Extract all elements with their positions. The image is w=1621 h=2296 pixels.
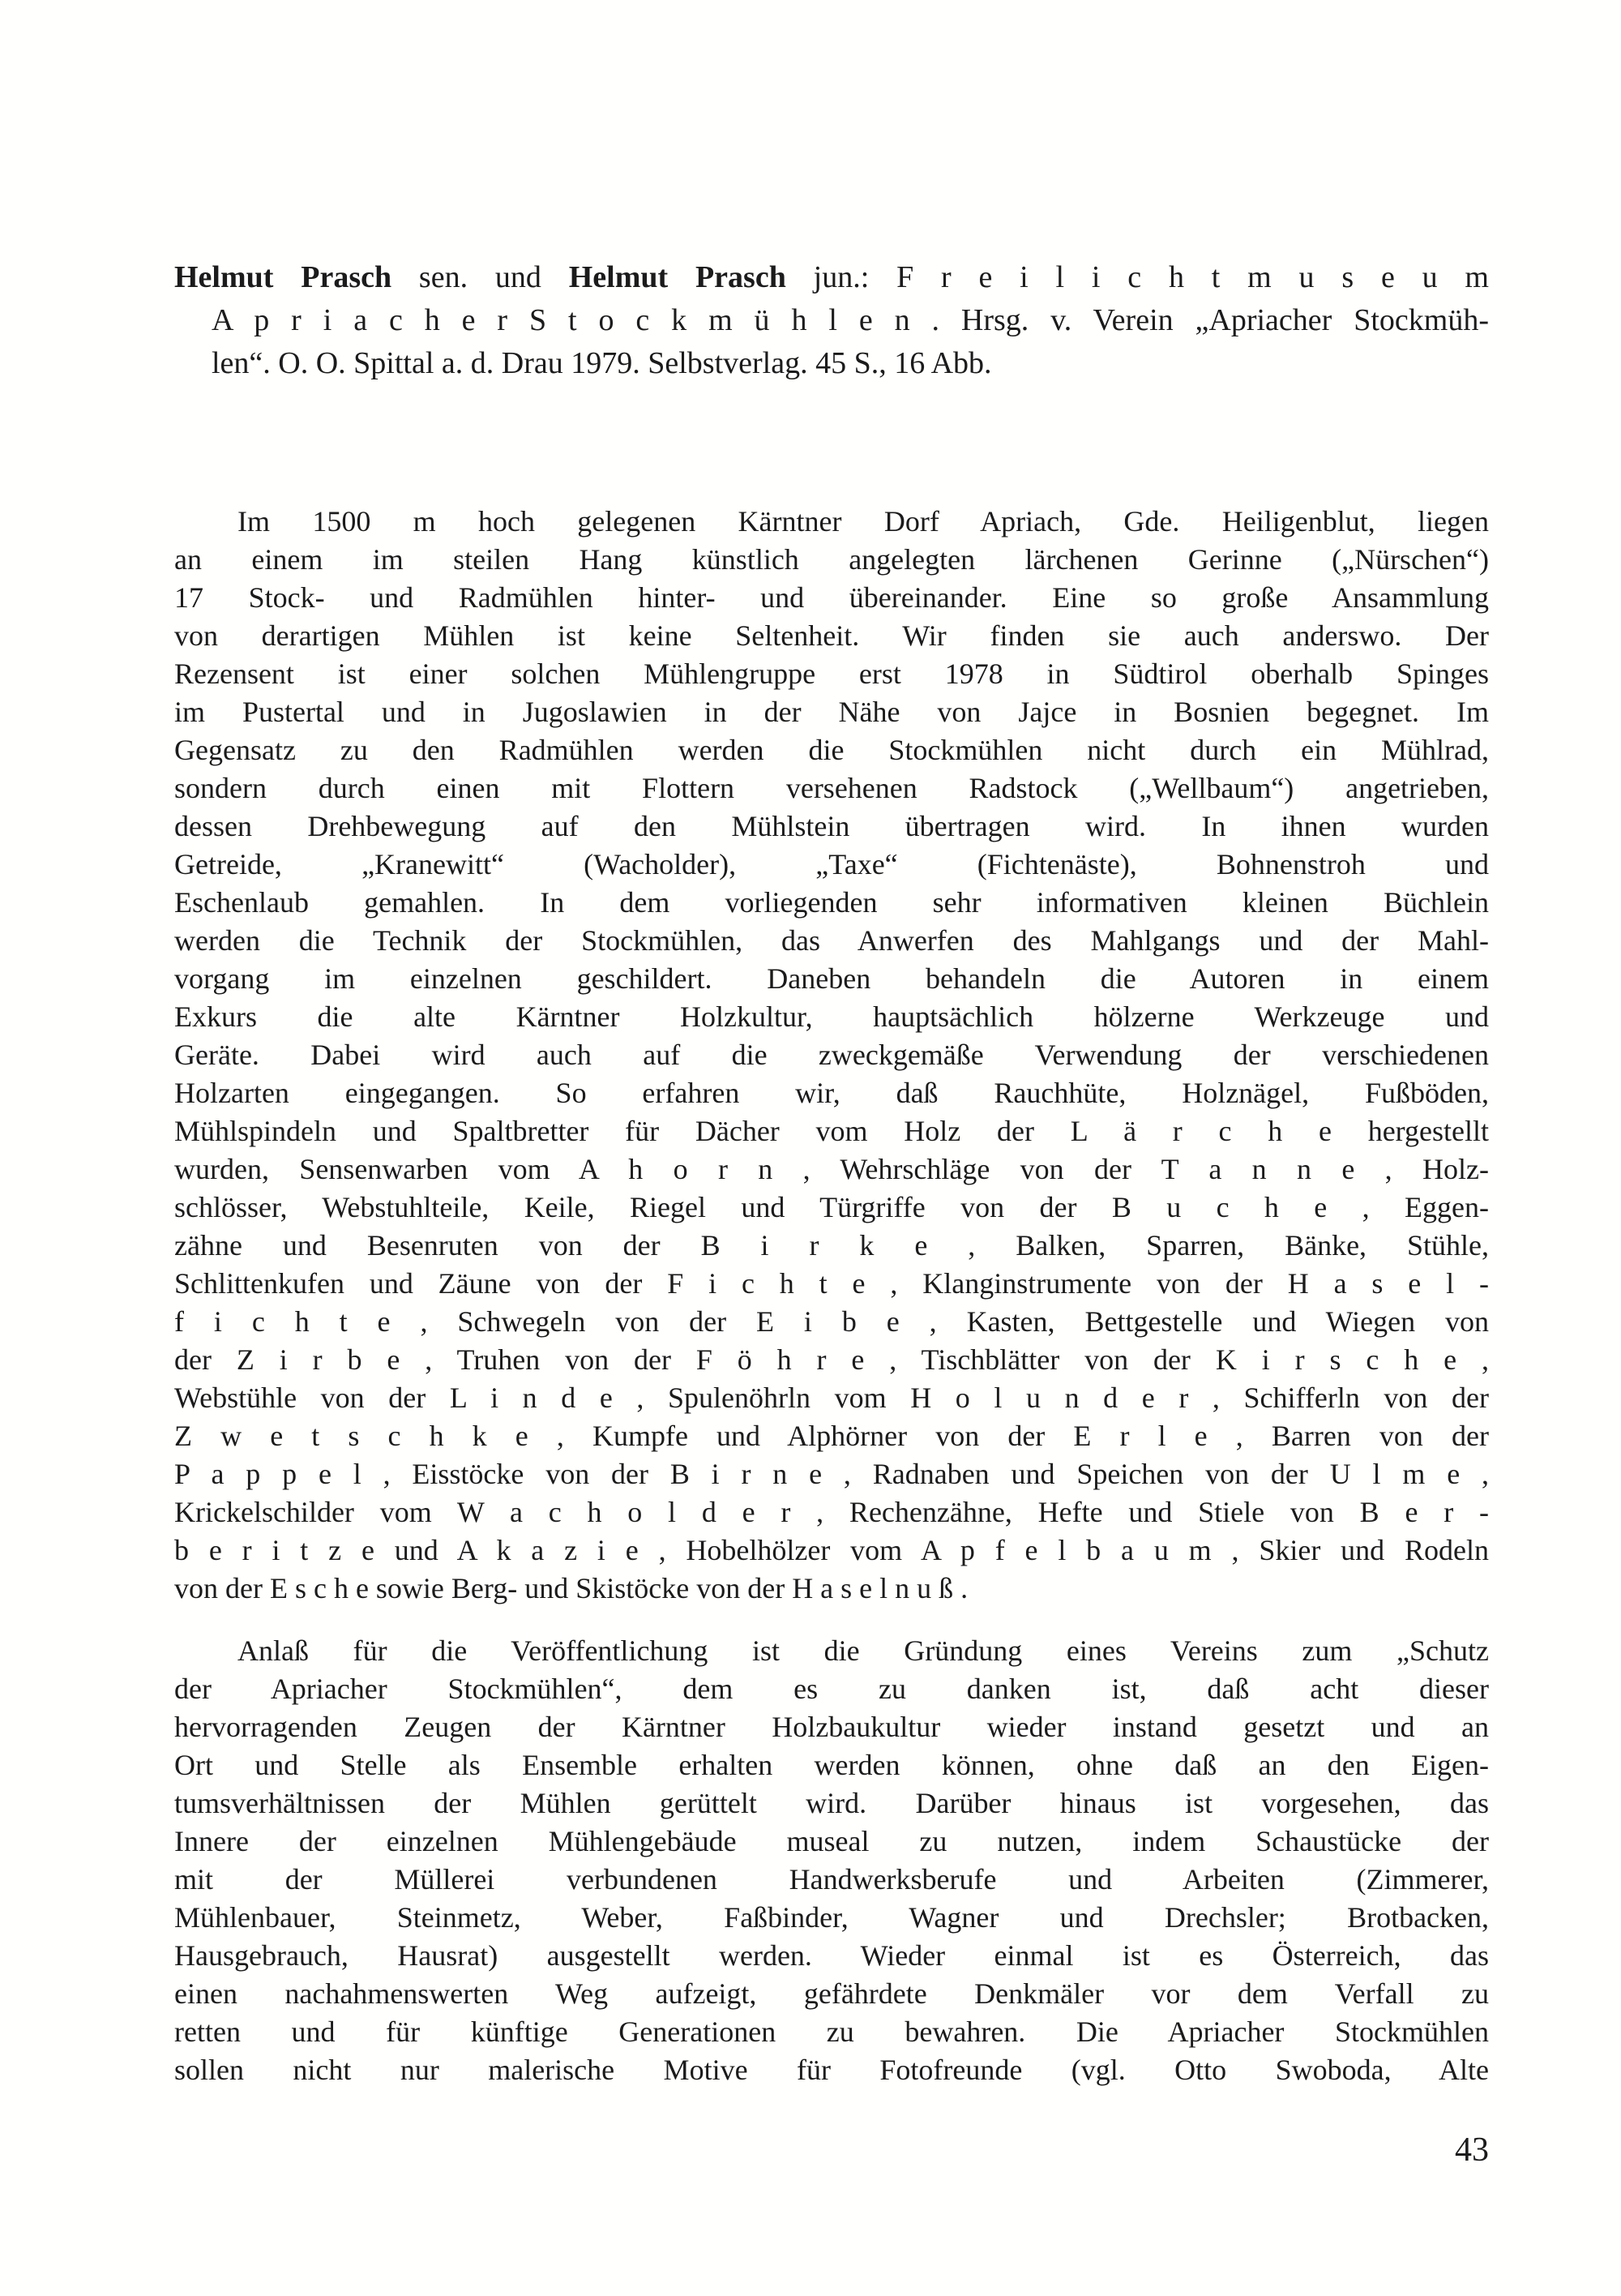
text-line: im Pustertal und in Jugoslawien in der Nähe von Jajce in Bosnien begegnet. Im <box>174 696 1489 728</box>
text-line: der Apriacher Stockmühlen“, dem es zu danken ist, daß acht dieser <box>174 1673 1489 1705</box>
author-name: Helmut Prasch <box>174 260 392 294</box>
text-line: Hausgebrauch, Hausrat) ausgestellt werden. Wieder einmal ist es Österreich, das <box>174 1939 1489 1972</box>
text-line: 17 Stock- und Radmühlen hinter- und übereinander. Eine so große Ansammlung <box>174 581 1489 614</box>
text-line: P a p p e l , Eisstöcke von der B i r n e , Radnaben und Speichen von der U l m e , <box>174 1458 1489 1490</box>
text-line: zähne und Besenruten von der B i r k e , Balken, Sparren, Bänke, Stühle, <box>174 1229 1489 1262</box>
text-line: Exkurs die alte Kärntner Holzkultur, hauptsächlich hölzerne Werkzeuge und <box>174 1000 1489 1033</box>
text-line: Webstühle von der L i n d e , Spulenöhrln vom H o l u n d e r , Schifferln von der <box>174 1381 1489 1414</box>
text-line: von derartigen Mühlen ist keine Seltenheit. Wir finden sie auch anderswo. Der <box>174 619 1489 652</box>
paragraph <box>174 503 1489 1608</box>
citation-text: A p r i a c h e r S t o c k m ü h l e n . Hrsg. v. Verein „Apriacher Stockmüh- <box>212 303 1489 337</box>
page-number: 43 <box>1455 2131 1489 2169</box>
text-line: sollen nicht nur malerische Motive für Fotofreunde (vgl. Otto Swoboda, Alte <box>174 2054 1489 2086</box>
author-name: Helmut Prasch <box>568 260 786 294</box>
citation-line <box>174 256 1489 299</box>
review-body <box>174 503 1489 2089</box>
text-line: Geräte. Dabei wird auch auf die zweckgemäße Verwendung der verschiedenen <box>174 1039 1489 1071</box>
citation-line <box>174 299 1489 342</box>
text-line: Im 1500 m hoch gelegenen Kärntner Dorf Apriach, Gde. Heiligenblut, liegen <box>237 505 1489 538</box>
text-line: von der E s c h e sowie Berg- und Skistöcke von der H a s e l n u ß . <box>174 1572 969 1604</box>
text-line: dessen Drehbewegung auf den Mühlstein übertragen wird. In ihnen wurden <box>174 810 1489 842</box>
citation-text: len“. O. O. Spittal a. d. Drau 1979. Selbstverlag. 45 S., 16 Abb. <box>212 346 992 380</box>
text-line: Getreide, „Kranewitt“ (Wacholder), „Taxe“ (Fichtenäste), Bohnenstroh und <box>174 848 1489 880</box>
text-line: der Z i r b e , Truhen von der F ö h r e , Tischblätter von der K i r s c h e , <box>174 1343 1489 1376</box>
text-line: vorgang im einzelnen geschildert. Daneben behandeln die Autoren in einem <box>174 962 1489 995</box>
text-line: Mühlspindeln und Spaltbretter für Dächer vom Holz der L ä r c h e hergestellt <box>174 1115 1489 1147</box>
text-line: schlösser, Webstuhlteile, Keile, Riegel und Türgriffe von der B u c h e , Eggen- <box>174 1191 1489 1223</box>
text-line: Z w e t s c h k e , Kumpfe und Alphörner von der E r l e , Barren von der <box>174 1420 1489 1452</box>
text-line: werden die Technik der Stockmühlen, das Anwerfen des Mahlgangs und der Mahl- <box>174 924 1489 957</box>
citation-block <box>174 256 1489 385</box>
text-line: Holzarten eingegangen. So erfahren wir, daß Rauchhüte, Holznägel, Fußböden, <box>174 1077 1489 1109</box>
text-line: hervorragenden Zeugen der Kärntner Holzbaukultur wieder instand gesetzt und an <box>174 1711 1489 1743</box>
citation-text: jun.: <box>785 260 897 294</box>
text-line: Krickelschilder vom W a c h o l d e r , Rechenzähne, Hefte und Stiele von B e r - <box>174 1496 1489 1528</box>
text-line: tumsverhältnissen der Mühlen gerüttelt wird. Darüber hinaus ist vorgesehen, das <box>174 1787 1489 1819</box>
text-line: Anlaß für die Veröffentlichung ist die Gründung eines Vereins zum „Schutz <box>237 1634 1489 1667</box>
text-line: Gegensatz zu den Radmühlen werden die Stockmühlen nicht durch ein Mühlrad, <box>174 734 1489 766</box>
text-line: b e r i t z e und A k a z i e , Hobelhölzer vom A p f e l b a u m , Skier und Rodeln <box>174 1534 1489 1566</box>
text-line: Innere der einzelnen Mühlengebäude museal zu nutzen, indem Schaustücke der <box>174 1825 1489 1857</box>
citation-text: F r e i l i c h t m u s e u m <box>896 260 1489 294</box>
citation-text: sen. und <box>391 260 569 294</box>
text-line: f i c h t e , Schwegeln von der E i b e , Kasten, Bettgestelle und Wiegen von <box>174 1305 1489 1338</box>
text-line: Eschenlaub gemahlen. In dem vorliegenden sehr informativen kleinen Büchlein <box>174 886 1489 919</box>
text-line: retten und für künftige Generationen zu bewahren. Die Apriacher Stockmühlen <box>174 2015 1489 2048</box>
paragraph <box>174 1632 1489 2089</box>
citation-line <box>174 342 1489 385</box>
text-line: an einem im steilen Hang künstlich angelegten lärchenen Gerinne („Nürschen“) <box>174 543 1489 576</box>
text-line: einen nachahmenswerten Weg aufzeigt, gefährdete Denkmäler vor dem Verfall zu <box>174 1977 1489 2010</box>
text-line: Rezensent ist einer solchen Mühlengruppe erst 1978 in Südtirol oberhalb Spinges <box>174 658 1489 690</box>
text-line: Schlittenkufen und Zäune von der F i c h t e , Klanginstrumente von der H a s e l - <box>174 1267 1489 1300</box>
text-line: sondern durch einen mit Flottern versehenen Radstock („Wellbaum“) angetrieben, <box>174 772 1489 804</box>
text-line: Mühlenbauer, Steinmetz, Weber, Faßbinder, Wagner und Drechsler; Brotbacken, <box>174 1901 1489 1934</box>
text-line: mit der Müllerei verbundenen Handwerksberufe und Arbeiten (Zimmerer, <box>174 1863 1489 1895</box>
text-line: wurden, Sensenwarben vom A h o r n , Wehrschläge von der T a n n e , Holz- <box>174 1153 1489 1185</box>
text-line: Ort und Stelle als Ensemble erhalten werden können, ohne daß an den Eigen- <box>174 1749 1489 1781</box>
